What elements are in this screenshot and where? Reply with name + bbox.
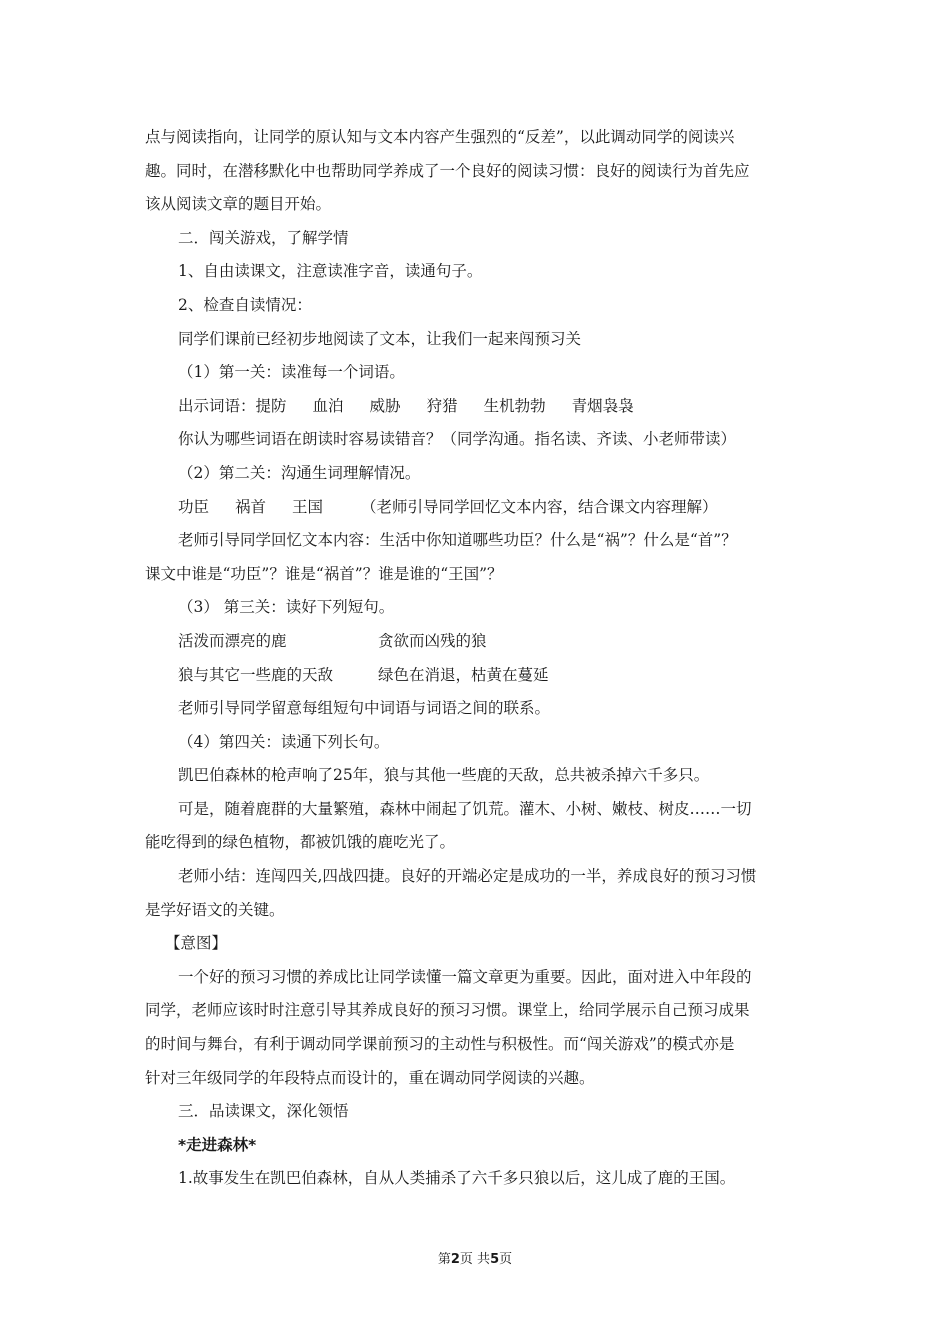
word-list-label: 出示词语： bbox=[178, 396, 256, 415]
word-item: 生机勃勃 bbox=[483, 396, 546, 415]
paragraph-line: 老师引导同学回忆文本内容：生活中你知道哪些功臣？什么是“祸”？什么是“首”？ bbox=[178, 531, 737, 550]
word-item: 王国 bbox=[292, 497, 324, 516]
word-list-row bbox=[145, 390, 810, 424]
paragraph-line: 该从阅读文章的题目开始。 bbox=[145, 195, 332, 214]
subsection-heading: *走进森林* bbox=[178, 1135, 257, 1154]
section-heading: 三．品读课文，深化领悟 bbox=[178, 1102, 349, 1121]
word-item: 祸首 bbox=[235, 497, 267, 516]
word-list-row bbox=[145, 491, 810, 525]
total-page-number: 5 bbox=[490, 1252, 500, 1267]
phrase-row bbox=[145, 659, 810, 693]
document-body bbox=[145, 121, 810, 1196]
level-heading: （3） 第三关：读好下列短句。 bbox=[178, 598, 395, 617]
word-item: 提防 bbox=[255, 396, 287, 415]
paragraph-line: 针对三年级同学的年段特点而设计的，重在调动同学阅读的兴趣。 bbox=[145, 1068, 595, 1087]
intent-heading: 【意图】 bbox=[165, 934, 228, 953]
word-item: 狩猎 bbox=[426, 396, 458, 415]
level-heading: （2）第二关：沟通生词理解情况。 bbox=[178, 463, 421, 482]
teacher-note: （老师引导同学回忆文本内容，结合课文内容理解） bbox=[361, 497, 718, 516]
phrase-item: 狼与其它一些鹿的天敌 bbox=[178, 665, 334, 684]
phrase-item: 贪欲而凶残的狼 bbox=[378, 631, 487, 650]
step-item: 1、自由读课文，注意读准字音，读通句子。 bbox=[178, 262, 483, 281]
paragraph-line: 的时间与舞台，有利于调动同学课前预习的主动性与积极性。而“闯关游戏”的模式亦是 bbox=[145, 1035, 735, 1054]
word-item: 青烟袅袅 bbox=[571, 396, 634, 415]
paragraph-line: 一个好的预习习惯的养成比让同学读懂一篇文章更为重要。因此，面对进入中年段的 bbox=[178, 967, 752, 986]
page-footer: 第2页 共5页 bbox=[437, 1252, 513, 1267]
phrase-row bbox=[145, 625, 810, 659]
level-heading: （4）第四关：读通下列长句。 bbox=[178, 732, 390, 751]
word-item: 威胁 bbox=[369, 396, 401, 415]
paragraph-line: 1.故事发生在凯巴伯森林，自从人类捕杀了六千多只狼以后，这儿成了鹿的王国。 bbox=[178, 1169, 736, 1188]
phrase-item: 绿色在消退，枯黄在蔓延 bbox=[378, 665, 549, 684]
step-item: 2、检查自读情况： bbox=[178, 295, 312, 314]
paragraph-line: 同学，老师应该时时注意引导其养成良好的预习习惯。课堂上，给同学展示自己预习成果 bbox=[145, 1001, 750, 1020]
phrase-item: 活泼而漂亮的鹿 bbox=[178, 631, 287, 650]
section-heading: 二．闯关游戏，了解学情 bbox=[178, 228, 349, 247]
paragraph-line: 同学们课前已经初步地阅读了文本，让我们一起来闯预习关 bbox=[178, 329, 582, 348]
paragraph-line: 可是，随着鹿群的大量繁殖，森林中闹起了饥荒。灌木、小树、嫩枝、树皮……一切 bbox=[178, 799, 752, 818]
paragraph-line: 课文中谁是“功臣”？谁是“祸首”？谁是谁的“王国”？ bbox=[145, 564, 503, 583]
level-heading: （1）第一关：读准每一个词语。 bbox=[178, 363, 405, 382]
paragraph-line: 你认为哪些词语在朗读时容易读错音？（同学沟通。指名读、齐读、小老师带读） bbox=[178, 430, 737, 449]
paragraph-line: 点与阅读指向，让同学的原认知与文本内容产生强烈的“反差”，以此调动同学的阅读兴 bbox=[145, 128, 735, 146]
word-item: 血泊 bbox=[312, 396, 344, 415]
paragraph-line: 凯巴伯森林的枪声响了25年，狼与其他一些鹿的天敌，总共被杀掉六千多只。 bbox=[178, 766, 710, 785]
paragraph-line: 老师引导同学留意每组短句中词语与词语之间的联系。 bbox=[178, 699, 551, 718]
paragraph-line: 能吃得到的绿色植物，都被饥饿的鹿吃光了。 bbox=[145, 833, 456, 852]
current-page-number: 2 bbox=[450, 1252, 460, 1267]
paragraph-line: 趣。同时，在潜移默化中也帮助同学养成了一个良好的阅读习惯：良好的阅读行为首先应 bbox=[145, 161, 750, 180]
paragraph-line: 老师小结：连闯四关,四战四捷。良好的开端必定是成功的一半，养成良好的预习习惯 bbox=[178, 867, 757, 886]
word-item: 功臣 bbox=[178, 497, 210, 516]
paragraph-line: 是学好语文的关键。 bbox=[145, 900, 285, 919]
